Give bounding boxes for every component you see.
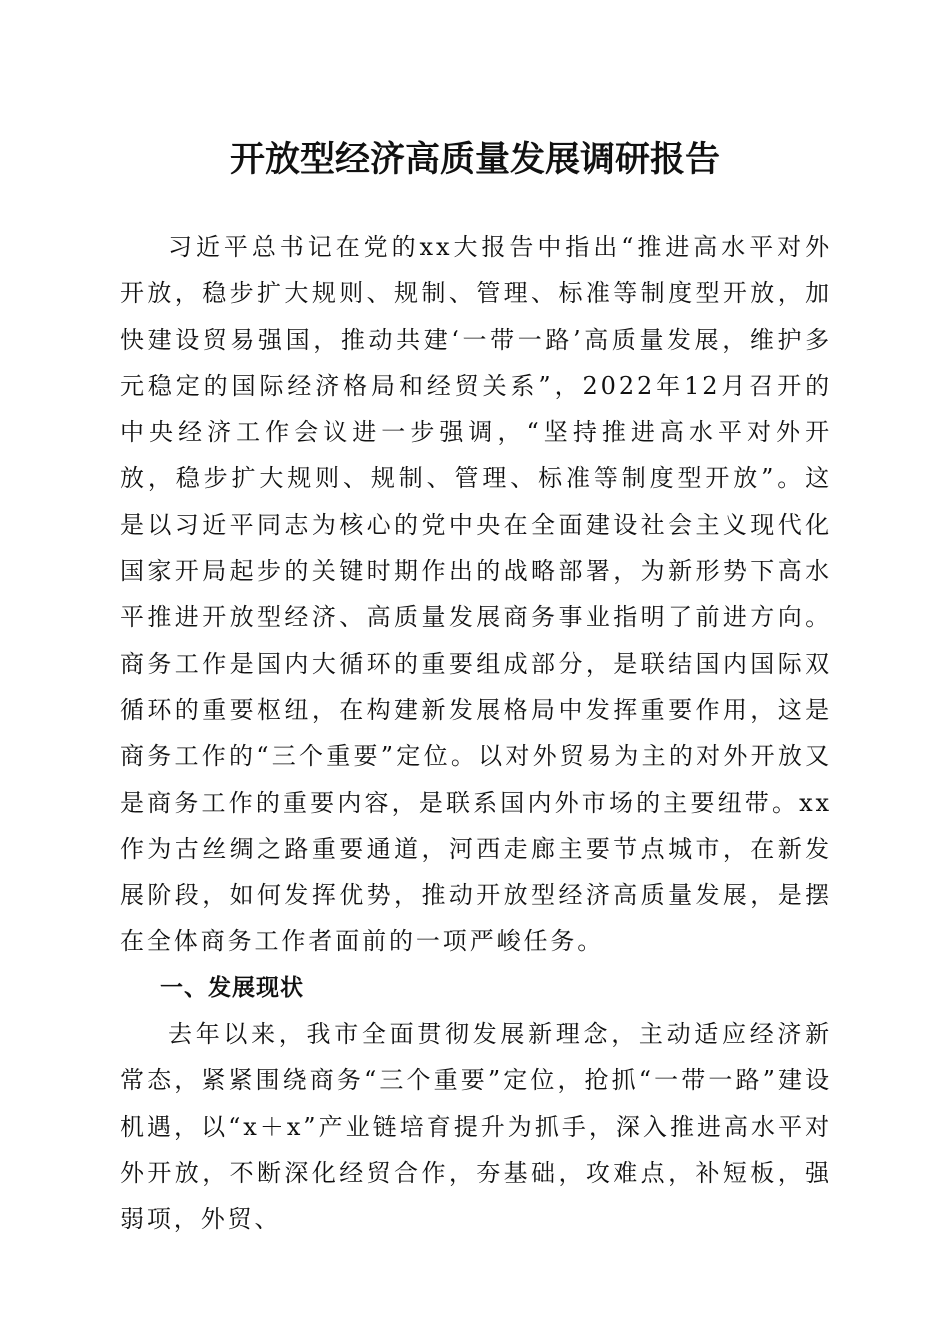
section-paragraph: 去年以来，我市全面贯彻发展新理念，主动适应经济新常态，紧紧围绕商务“三个重要”定位，抢抓“一带一路”建设机遇，以“x＋x”产业链培育提升为抓手，深入推进高水平对外开放，不断深化经贸合作，夯基础，攻难点，补短板，强弱项，外贸、: [120, 1020, 832, 1234]
intro-paragraph: 习近平总书记在党的xx大报告中指出“推进高水平对外开放，稳步扩大规则、规制、管理、标准等制度型开放，加快建设贸易强国，推动共建‘一带一路’高质量发展，维护多元稳定的国际经济格局和经贸关系”，2022年12月召开的中央经济工作会议进一步强调，“坚持推进高水平对外开放，稳步扩大规则、规制、管理、标准等制度型开放”。这是以习近平同志为核心的党中央在全面建设社会主义现代化国家开局起步的关键时期作出的战略部署，为新形势下高水平推进开放型经济、高质量发展商务事业指明了前进方向。商务工作是国内大循环的重要组成部分，是联结国内国际双循环的重要枢纽，在构建新发展格局中发挥重要作用，这是商务工作的“三个重要”定位。以对外贸易为主的对外开放又是商务工作的重要内容，是联系国内外市场的主要纽带。xx作为古丝绸之路重要通道，河西走廊主要节点城市，在新发展阶段，如何发挥优势，推动开放型经济高质量发展，是摆在全体商务工作者面前的一项严峻任务。: [120, 233, 832, 956]
document-title: 开放型经济高质量发展调研报告: [229, 139, 720, 180]
section-heading: 一、发展现状: [160, 974, 304, 1001]
document-body: [120, 224, 832, 1243]
